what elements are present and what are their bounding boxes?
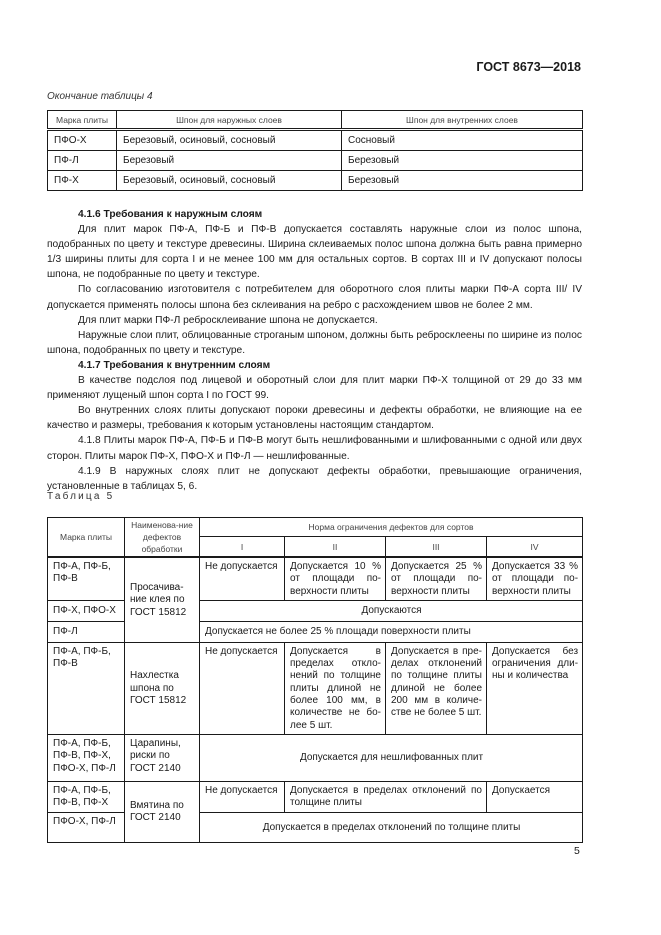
value-cell: Допускается 25 % от площади по-верхности плиты bbox=[386, 557, 487, 600]
value-cell: Не допускается bbox=[200, 781, 285, 812]
paragraph: Во внутренних слоях плиты допускают пороки древесины и дефекты обработки, не влияющие на ее качество и размеры, требования к которым установлены настоящим стандартом. bbox=[47, 405, 582, 432]
table-cell: ПФ-Л bbox=[48, 151, 117, 171]
value-cell: Не допускается bbox=[200, 642, 285, 734]
brand-cell: ПФО-Х, ПФ-Л bbox=[48, 812, 125, 842]
paragraph: Для плит марок ПФ-А, ПФ-Б и ПФ-В допускается составлять наружные слои из полос шпона, подобранных по цвету и текстуре древесины. Ширина склеиваемых полос шпона должна быть равна примерно 1/3 ширины плиты для сорта I и не менее 100 мм для остальных сортов. В сортах III и IV допускают полосы шпона, не подобранные по цвету и текстуре. bbox=[47, 224, 582, 281]
section-heading-4-1-7: 4.1.7 Требования к внутренним слоям bbox=[78, 359, 271, 371]
table-5 bbox=[47, 517, 583, 843]
table-cell: Сосновый bbox=[342, 130, 583, 151]
table4-continuation-caption: Окончание таблицы 4 bbox=[47, 91, 153, 102]
column-header: Марка плиты bbox=[48, 111, 117, 130]
value-cell: Допускается 10 % от площади по-верхности плиты bbox=[285, 557, 386, 600]
defect-name-cell: Царапины, риски по ГОСТ 2140 bbox=[125, 734, 200, 781]
defect-name-cell: Нахлестка шпона по ГОСТ 15812 bbox=[125, 642, 200, 734]
table-row bbox=[48, 642, 583, 734]
column-header-grade-4: IV bbox=[487, 537, 583, 557]
column-header: Шпон для внутренних слоев bbox=[342, 111, 583, 130]
value-cell: Допускается в пределах откло-нений по толщине плиты длиной не более 100 мм, в количестве не бо-лее 5 шт. bbox=[285, 642, 386, 734]
value-cell-merged: Допускаются bbox=[200, 600, 583, 621]
table-row bbox=[48, 557, 583, 600]
table-header-row bbox=[48, 518, 583, 537]
value-cell-merged: Допускается для нешлифованных плит bbox=[200, 734, 583, 781]
document-standard-id: ГОСТ 8673—2018 bbox=[476, 60, 581, 74]
table-row bbox=[48, 734, 583, 781]
table-row bbox=[48, 171, 583, 191]
paragraph: По согласованию изготовителя с потребителем для оборотного слоя плиты марки ПФ-А сорта III/ IV допускается применять полосы шпона без склеивания на ребро с расхождением швов не более 2 мм. bbox=[47, 284, 582, 311]
defect-name-cell: Просачива-ние клея по ГОСТ 15812 bbox=[125, 557, 200, 642]
value-cell-merged: Допускается не более 25 % площади поверхности плиты bbox=[200, 621, 583, 642]
value-cell: Допускается без ограничения дли-ны и количества bbox=[487, 642, 583, 734]
value-cell: Не допускается bbox=[200, 557, 285, 600]
section-heading-4-1-6: 4.1.6 Требования к наружным слоям bbox=[78, 209, 263, 220]
table-cell: Березовый, осиновый, сосновый bbox=[117, 130, 342, 151]
paragraph: Наружные слои плит, облицованные строганым шпоном, должны быть ребросклеены по ширине из полос шпона, подобранных по цвету и текстуре. bbox=[47, 329, 582, 356]
paragraph-4-1-8: 4.1.8 Плиты марок ПФ-А, ПФ-Б и ПФ-В могут быть нешлифованными и шлифованными с одной или двух сторон. Плиты марок ПФ-Х, ПФО-Х и ПФ-Л — нешлифованные. bbox=[47, 435, 582, 462]
column-header: Шпон для наружных слоев bbox=[117, 111, 342, 130]
value-cell: Допускается bbox=[487, 781, 583, 812]
brand-cell: ПФ-А, ПФ-Б, ПФ-В, ПФ-Х, ПФО-Х, ПФ-Л bbox=[48, 734, 125, 781]
brand-cell: ПФ-А, ПФ-Б, ПФ-В bbox=[48, 557, 125, 600]
value-cell: Допускается в пре-делах отклонений по толщине плиты длиной не более 200 мм в количе-стве не более 5 шт. bbox=[386, 642, 487, 734]
table-cell: ПФО-Х bbox=[48, 130, 117, 151]
table-cell: Березовый, осиновый, сосновый bbox=[117, 171, 342, 191]
body-text-block bbox=[47, 207, 582, 494]
table5-caption: Таблица 5 bbox=[47, 491, 115, 502]
table-row bbox=[48, 130, 583, 151]
paragraph: В качестве подслоя под лицевой и оборотный слои для плит марки ПФ-Х толщиной от 29 до 33 мм применяют лущеный шпон сорта I по ГОСТ 99. bbox=[47, 375, 582, 402]
column-header-grade-3: III bbox=[386, 537, 487, 557]
value-cell: Допускается в пределах отклонений по толщине плиты bbox=[285, 781, 487, 812]
brand-cell: ПФ-Х, ПФО-Х bbox=[48, 600, 125, 621]
column-header-brand: Марка плиты bbox=[48, 518, 125, 558]
brand-cell: ПФ-А, ПФ-Б, ПФ-В bbox=[48, 642, 125, 734]
defect-name-cell: Вмятина по ГОСТ 2140 bbox=[125, 781, 200, 842]
table-cell: ПФ-Х bbox=[48, 171, 117, 191]
table-cell: Березовый bbox=[342, 171, 583, 191]
table-4 bbox=[47, 110, 583, 191]
page-number: 5 bbox=[574, 845, 580, 857]
brand-cell: ПФ-Л bbox=[48, 621, 125, 642]
value-cell-merged: Допускается в пределах отклонений по толщине плиты bbox=[200, 812, 583, 842]
table-header-row bbox=[48, 111, 583, 130]
column-header-norm: Норма ограничения дефектов для сортов bbox=[200, 518, 583, 537]
paragraph: Для плит марки ПФ-Л ребросклеивание шпона не допускается. bbox=[78, 314, 378, 326]
table-cell: Березовый bbox=[342, 151, 583, 171]
column-header-grade-2: II bbox=[285, 537, 386, 557]
column-header-defect-name: Наименова-ние дефектов обработки bbox=[125, 518, 200, 558]
table-cell: Березовый bbox=[117, 151, 342, 171]
table-row bbox=[48, 151, 583, 171]
brand-cell: ПФ-А, ПФ-Б, ПФ-В, ПФ-Х bbox=[48, 781, 125, 812]
table-row bbox=[48, 781, 583, 812]
value-cell: Допускается 33 % от площади по-верхности плиты bbox=[487, 557, 583, 600]
column-header-grade-1: I bbox=[200, 537, 285, 557]
paragraph-4-1-9: 4.1.9 В наружных слоях плит не допускают дефекты обработки, превышающие ограничения, установленные в таблицах 5, 6. bbox=[47, 465, 582, 492]
